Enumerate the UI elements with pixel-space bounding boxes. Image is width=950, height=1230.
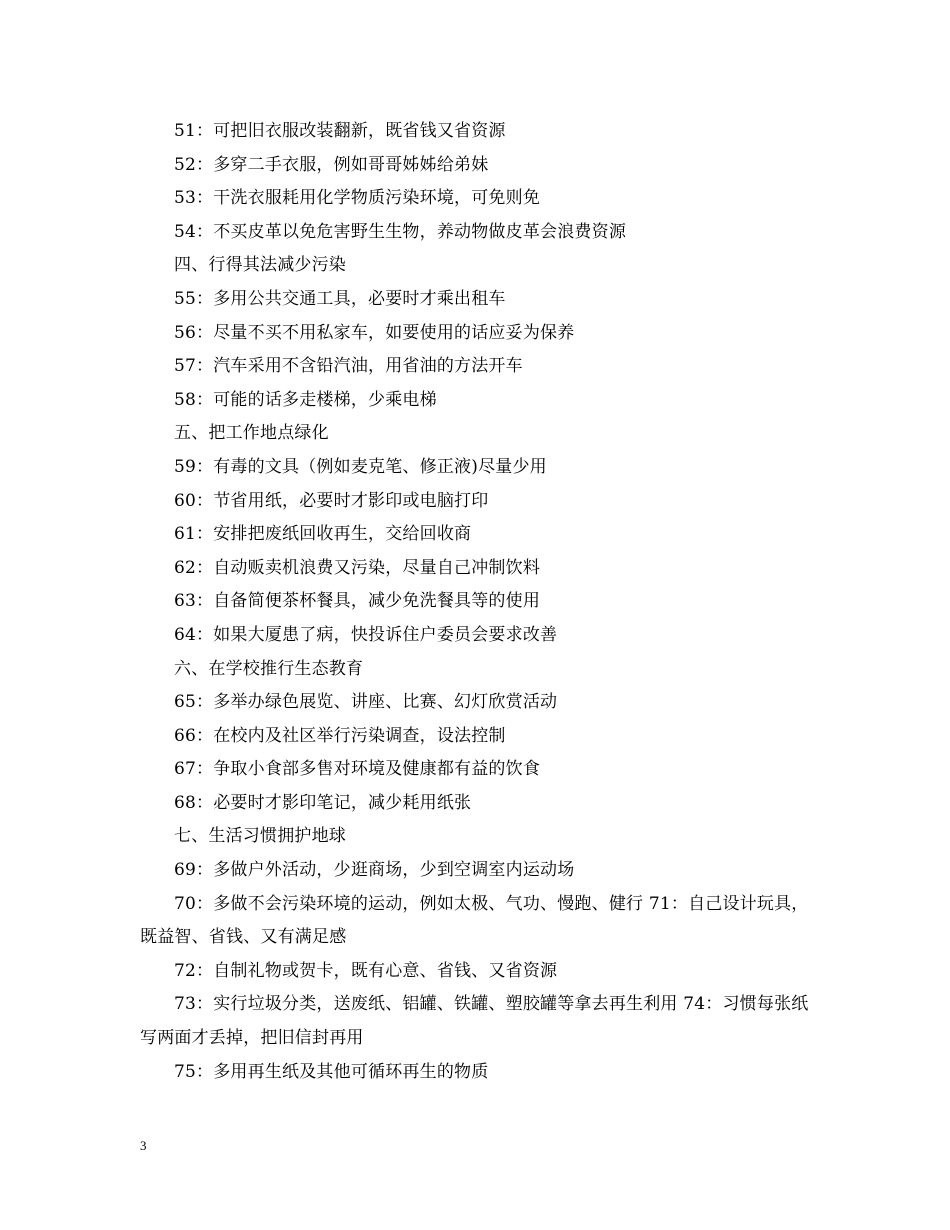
list-item: 65：多举办绿色展览、讲座、比赛、幻灯欣赏活动 [174,692,558,713]
list-item: 54：不买皮革以免危害野生生物，养动物做皮革会浪费资源 [174,221,627,242]
section-heading: 四、行得其法减少污染 [174,255,346,276]
list-item: 51：可把旧衣服改装翻新，既省钱又省资源 [174,121,506,141]
list-item: 52：多穿二手衣服，例如哥哥姊姊给弟妹 [174,154,489,175]
list-item: 55：多用公共交通工具，必要时才乘出租车 [174,288,506,309]
document-body [140,115,812,1089]
list-item: 63：自备简便茶杯餐具，减少免洗餐具等的使用 [174,591,541,612]
list-item: 68：必要时才影印笔记，减少耗用纸张 [174,792,472,813]
list-item: 75：多用再生纸及其他可循环再生的物质 [174,1061,489,1082]
list-item: 53：干洗衣服耗用化学物质污染环境，可免则免 [174,188,541,209]
page-number: 3 [140,1138,147,1153]
list-item: 66：在校内及社区举行污染调查，设法控制 [174,725,506,746]
list-item: 64：如果大厦患了病，快投诉住户委员会要求改善 [174,624,558,645]
list-item: 70：多做不会污染环境的运动，例如太极、气功、慢跑、健行 71：自己设计玩具，既益智、省钱、又有满足感 [140,893,809,948]
list-item: 61：安排把废纸回收再生，交给回收商 [174,524,472,545]
list-item: 59：有毒的文具（例如麦克笔、修正液)尽量少用 [174,456,547,477]
list-item: 57：汽车采用不含铅汽油，用省油的方法开车 [174,356,523,377]
list-item: 72：自制礼物或贺卡，既有心意、省钱、又省资源 [174,960,558,981]
list-item: 69：多做户外活动，少逛商场，少到空调室内运动场 [174,860,575,881]
list-item: 67：争取小食部多售对环境及健康都有益的饮食 [174,759,541,780]
list-item: 62：自动贩卖机浪费又污染，尽量自己冲制饮料 [174,557,541,578]
list-item: 58：可能的话多走楼梯，少乘电梯 [174,389,437,410]
list-item: 56：尽量不买不用私家车，如要使用的话应妥为保养 [174,322,575,343]
section-heading: 七、生活习惯拥护地球 [174,826,346,847]
list-item: 73：实行垃圾分类，送废纸、铝罐、铁罐、塑胶罐等拿去再生利用 74：习惯每张纸写两面才丢掉，把旧信封再用 [140,994,809,1049]
section-heading: 六、在学校推行生态教育 [174,658,364,679]
section-heading: 五、把工作地点绿化 [174,423,329,444]
list-item: 60：节省用纸，必要时才影印或电脑打印 [174,490,489,511]
